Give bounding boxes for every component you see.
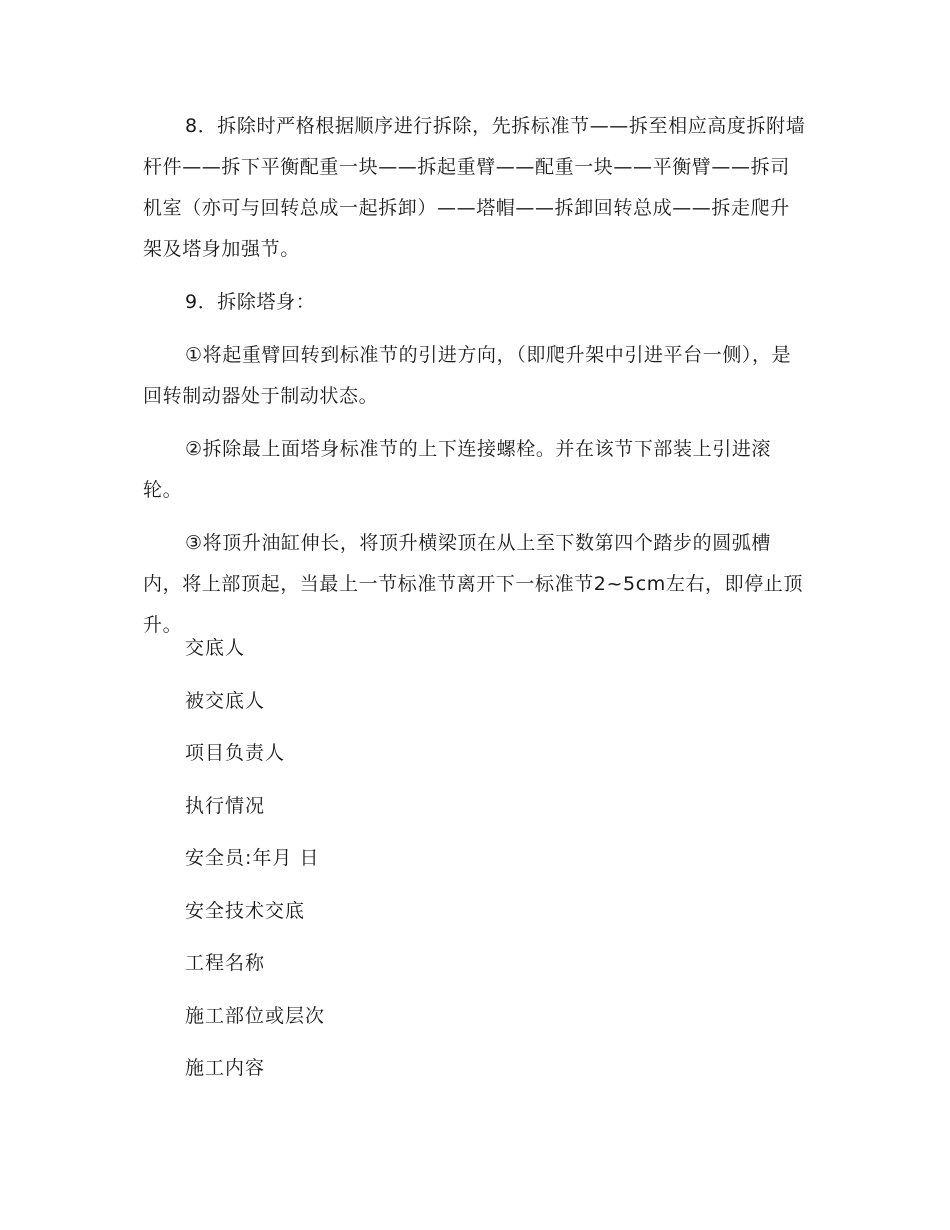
field-briefer: 交底人 bbox=[185, 637, 246, 659]
field-safety-briefing-title: 安全技术交底 bbox=[185, 899, 306, 922]
field-construction-content: 施工内容 bbox=[185, 1057, 266, 1079]
paragraph-step-1: ①将起重臂回转到标准节的引进方向，（即爬升架中引进平台一侧），是回转制动器处于制动状态。 bbox=[143, 344, 792, 407]
field-project-lead: 项目负责人 bbox=[185, 742, 286, 764]
form-field-list bbox=[185, 628, 785, 1101]
field-safety-officer-date: 安全员:年月 日 bbox=[185, 847, 320, 869]
paragraph-step-2: ②拆除最上面塔身标准节的上下连接螺栓。并在该节下部装上引进滚轮。 bbox=[143, 438, 772, 501]
field-project-name: 工程名称 bbox=[185, 952, 266, 974]
field-execution-status: 执行情况 bbox=[185, 794, 266, 817]
paragraph-dismantle-sequence: 8．拆除时严格根据顺序进行拆除，先拆标准节——拆至相应高度拆附墙杆件——拆下平衡配重一块——拆起重臂——配重一块——平衡臂——拆司机室（亦可与回转总成一起拆卸）——塔帽——拆卸回转总成——拆走爬升架及塔身加强节。 bbox=[143, 115, 806, 260]
document-body bbox=[143, 106, 807, 658]
paragraph-step-3: ③将顶升油缸伸长，将顶升横梁顶在从上至下数第四个踏步的圆弧槽内，将上部顶起，当最上一节标准节离开下一标准节2~5cm左右，即停止顶升。 bbox=[143, 532, 804, 636]
field-briefed: 被交底人 bbox=[185, 689, 266, 712]
field-construction-location: 施工部位或层次 bbox=[185, 1004, 326, 1027]
paragraph-dismantle-tower-heading: 9．拆除塔身： bbox=[185, 291, 316, 313]
